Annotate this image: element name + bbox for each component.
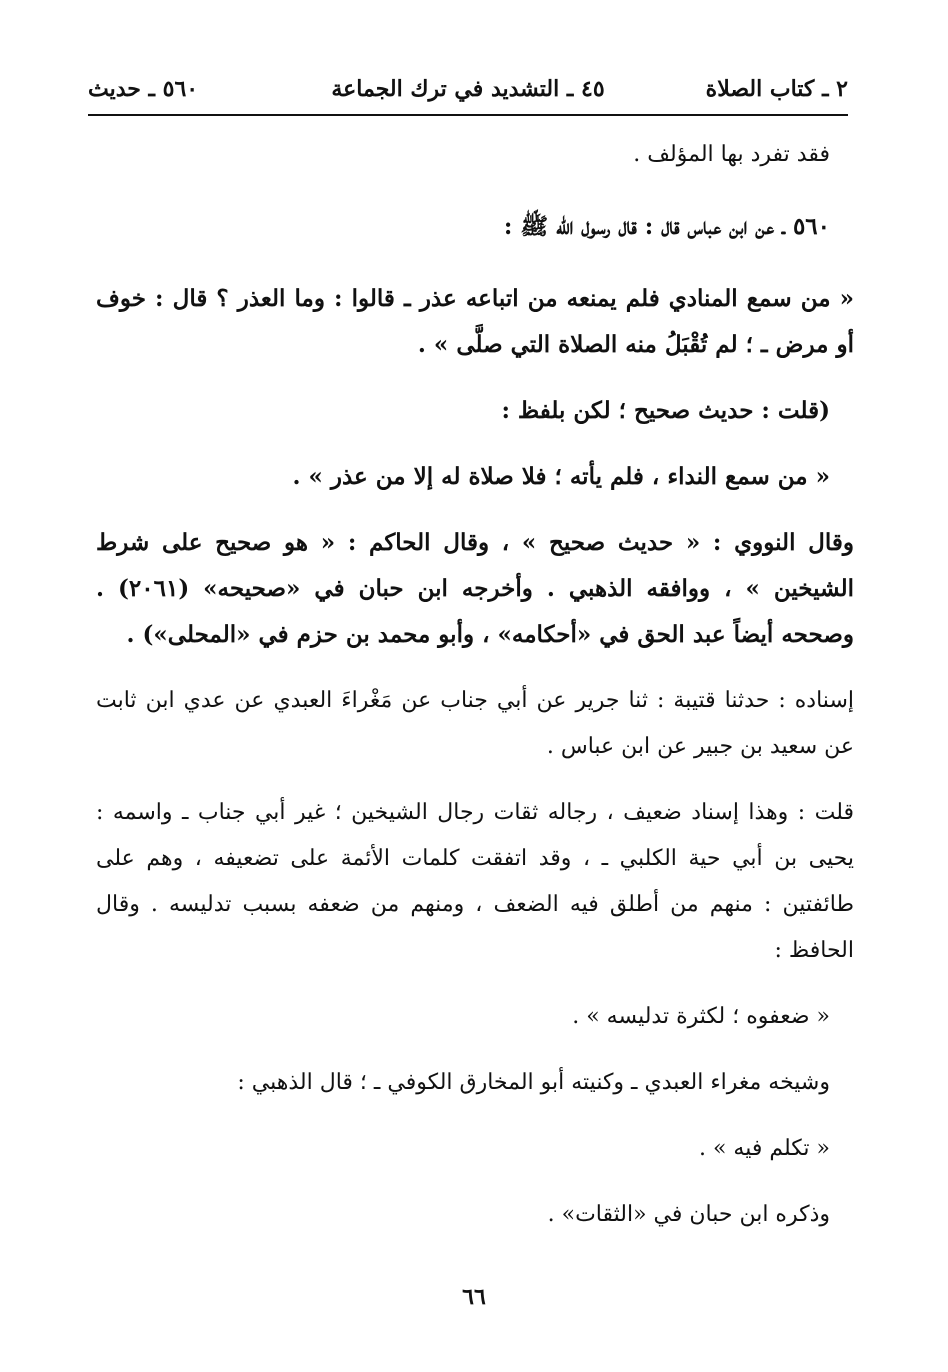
- hadith-heading: ٥٦٠ ـ عن ابن عباس قال : قال رسول الله ﷺ :: [503, 213, 830, 240]
- dhahabi-quote: « تكلم فيه » .: [698, 1136, 830, 1161]
- header-book-title: ٢ ـ كتاب الصلاة: [705, 76, 848, 102]
- commentary-paragraph: قلت : وهذا إسناد ضعيف ، رجاله ثقات رجال الشيخين ؛ غير أبي جناب ـ واسمه : يحيى بن أبي حية الكلبي ـ ، وقد اتفقت كلمات الأئمة على تضعيفه ، وهم على طائفتين : منهم من أطلق فيه الضعف ، ومنهم من ضعفه بسبب تدليسه . وقال الحافظ :: [96, 800, 854, 963]
- hadith-text: « من سمع المنادي فلم يمنعه من اتباعه عذر ـ قالوا : وما العذر ؟ قال : خوف أو مرض ـ ؛ لم تُقْبَلُ منه الصلاة التي صلَّى » .: [96, 285, 854, 358]
- alternate-wording: « من سمع النداء ، فلم يأته ؛ فلا صلاة له إلا من عذر » .: [292, 463, 830, 490]
- ruling-intro: (قلت : حديث صحيح ؛ لكن بلفظ :: [501, 397, 830, 424]
- header-hadith-number: ٥٦٠ ـ حديث: [88, 76, 199, 102]
- hafiz-quote: « ضعفوه ؛ لكثرة تدليسه » .: [572, 1004, 830, 1029]
- narrator-note: وشيخه مغراء العبدي ـ وكنيته أبو المخارق الكوفي ـ ؛ قال الذهبي :: [237, 1070, 830, 1095]
- paragraph-intro-note: فقد تفرد بها المؤلف .: [633, 142, 830, 167]
- header-chapter-title: ٤٥ ـ التشديد في ترك الجماعة: [331, 76, 605, 102]
- isnad-paragraph: إسناده : حدثنا قتيبة : ثنا جرير عن أبي جناب عن مَغْراءَ العبدي عن عدي ابن ثابت عن سعيد بن جبير عن ابن عباس .: [96, 688, 854, 759]
- page-number: ٦٦: [462, 1284, 486, 1310]
- grading-paragraph: وقال النووي : « حديث صحيح » ، وقال الحاكم : « هو صحيح على شرط الشيخين » ، ووافقه الذهبي . وأخرجه ابن حبان في «صحيحه» (٢٠٦١) . وصححه أيضاً عبد الحق في «أحكامه» ، وأبو محمد بن حزم في «المحلى») .: [96, 529, 854, 648]
- ibn-hibban-note: وذكره ابن حبان في «الثقات» .: [547, 1202, 830, 1227]
- running-header: [88, 70, 848, 116]
- page-body: [96, 132, 854, 1238]
